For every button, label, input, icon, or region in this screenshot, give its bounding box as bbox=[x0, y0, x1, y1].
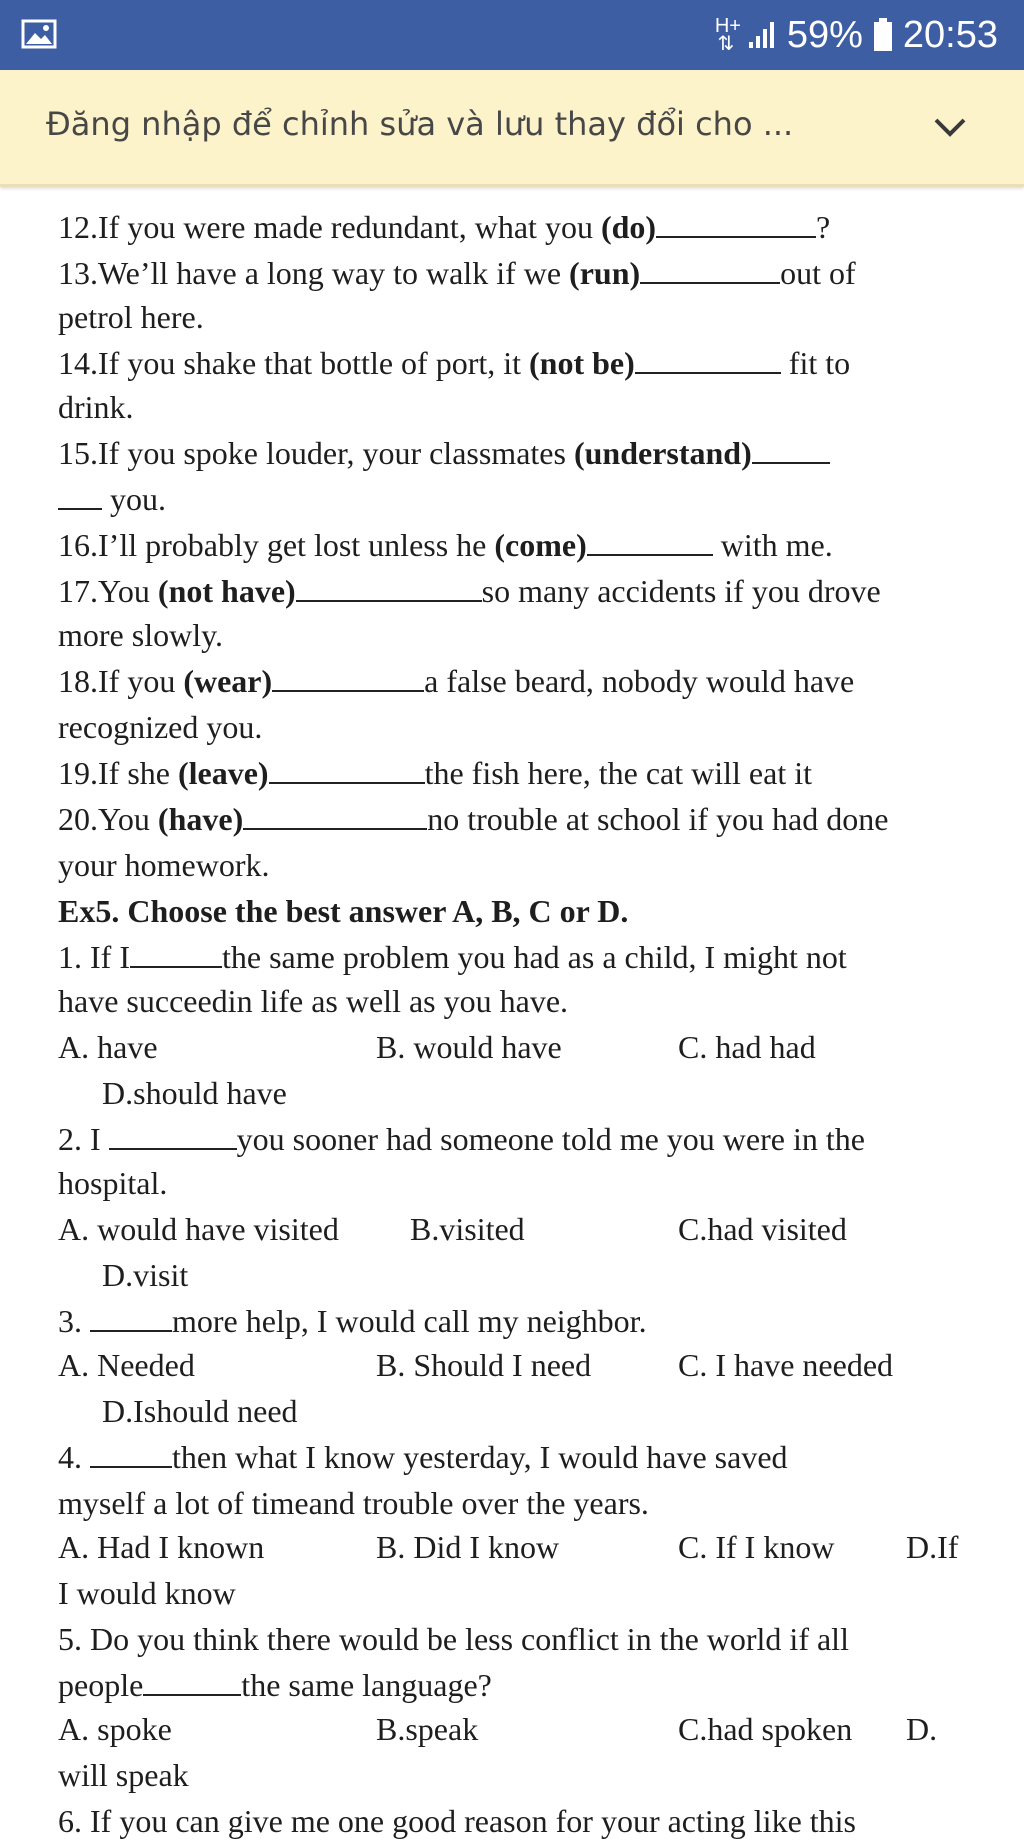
ex5-item-5-option-c[interactable]: C.had spoken bbox=[678, 1711, 853, 1747]
question-12: 12.If you were made redundant, what you (do) ? bbox=[58, 204, 830, 250]
ex5-item-3-option-c[interactable]: C. I have needed bbox=[678, 1347, 894, 1383]
question-15-cont: you. bbox=[58, 476, 166, 522]
battery-percent: 59% bbox=[786, 13, 863, 56]
ex5-item-2-option-a[interactable]: A. would have visited bbox=[58, 1211, 339, 1247]
ex5-item-2-option-d[interactable]: D.visit bbox=[102, 1257, 189, 1293]
ex5-item-1-cont: have succeedin life as well as you have. bbox=[58, 983, 569, 1019]
ex5-item-2-option-b[interactable]: B.visited bbox=[410, 1211, 525, 1247]
question-13: 13.We’ll have a long way to walk if we (run) out of bbox=[58, 250, 856, 296]
question-13-cont: petrol here. bbox=[58, 299, 204, 335]
ex5-item-2-cont: hospital. bbox=[58, 1165, 168, 1201]
ex5-item-5: 5. Do you think there would be less conflict in the world if all bbox=[58, 1621, 849, 1657]
ex5-item-4-option-a[interactable]: A. Had I known bbox=[58, 1529, 265, 1565]
ex5-item-3: 3. more help, I would call my neighbor. bbox=[58, 1298, 647, 1344]
ex5-item-4-option-b[interactable]: B. Did I know bbox=[376, 1529, 560, 1565]
chevron-down-icon[interactable] bbox=[932, 114, 968, 140]
ex5-item-1-option-a[interactable]: A. have bbox=[58, 1029, 158, 1065]
ex5-item-3-option-d[interactable]: D.Ishould need bbox=[102, 1393, 298, 1429]
ex5-heading: Ex5. Choose the best answer A, B, C or D. bbox=[58, 893, 629, 929]
question-18: 18.If you (wear) a false beard, nobody would have bbox=[58, 658, 854, 704]
ex5-item-5-option-b[interactable]: B.speak bbox=[376, 1711, 479, 1747]
status-right bbox=[715, 10, 998, 60]
gallery-icon bbox=[22, 20, 56, 48]
ex5-item-3-option-a[interactable]: A. Needed bbox=[58, 1347, 195, 1383]
question-19: 19.If she (leave) the fish here, the cat will eat it bbox=[58, 750, 812, 796]
ex5-item-2-option-c[interactable]: C.had visited bbox=[678, 1211, 847, 1247]
ex5-item-5-option-a[interactable]: A. spoke bbox=[58, 1711, 172, 1747]
signal-icon bbox=[747, 20, 777, 50]
battery-icon bbox=[873, 18, 893, 52]
ex5-item-1-option-d[interactable]: D.should have bbox=[102, 1075, 287, 1111]
clock: 20:53 bbox=[902, 13, 998, 56]
ex5-item-1-option-b[interactable]: B. would have bbox=[376, 1029, 562, 1065]
document-content bbox=[0, 184, 1024, 1839]
question-14-cont: drink. bbox=[58, 389, 134, 425]
ex5-item-5-cont: people the same language? bbox=[58, 1662, 492, 1708]
ex5-item-2: 2. I you sooner had someone told me you were in the bbox=[58, 1116, 865, 1162]
question-17-cont: more slowly. bbox=[58, 617, 224, 653]
ex5-item-3-option-b[interactable]: B. Should I need bbox=[376, 1347, 592, 1383]
question-17: 17.You (not have) so many accidents if you drove bbox=[58, 568, 881, 614]
ex5-item-4-option-d-cont: I would know bbox=[58, 1575, 236, 1611]
ex5-item-4-cont: myself a lot of timeand trouble over the years. bbox=[58, 1485, 649, 1521]
question-18-cont: recognized you. bbox=[58, 709, 263, 745]
ex5-item-1: 1. If I the same problem you had as a child, I might not bbox=[58, 934, 847, 980]
ex5-item-4-option-c[interactable]: C. If I know bbox=[678, 1529, 835, 1565]
ex5-item-5-option-d[interactable]: D. bbox=[906, 1711, 938, 1747]
login-banner-text[interactable]: Đăng nhập để chỉnh sửa và lưu thay đổi cho ... bbox=[46, 105, 794, 143]
question-15: 15.If you spoke louder, your classmates (understand) bbox=[58, 430, 830, 476]
ex5-item-6-cut: 6. If you can give me one good reason for your acting like this bbox=[58, 1803, 856, 1839]
ex5-item-1-option-c[interactable]: C. had had bbox=[678, 1029, 816, 1065]
question-20: 20.You (have) no trouble at school if you had done bbox=[58, 796, 888, 842]
question-14: 14.If you shake that bottle of port, it (not be) fit to bbox=[58, 340, 850, 386]
ex5-item-5-option-d-cont: will speak bbox=[58, 1757, 189, 1793]
question-20-cont: your homework. bbox=[58, 847, 270, 883]
status-bar bbox=[0, 0, 1024, 70]
login-banner[interactable] bbox=[0, 70, 1024, 187]
ex5-item-4: 4. then what I know yesterday, I would have saved bbox=[58, 1434, 788, 1480]
ex5-item-4-option-d[interactable]: D.If bbox=[906, 1529, 959, 1565]
question-16: 16.I’ll probably get lost unless he (come) with me. bbox=[58, 522, 833, 568]
network-icon: H+ ⇅ bbox=[714, 15, 741, 55]
